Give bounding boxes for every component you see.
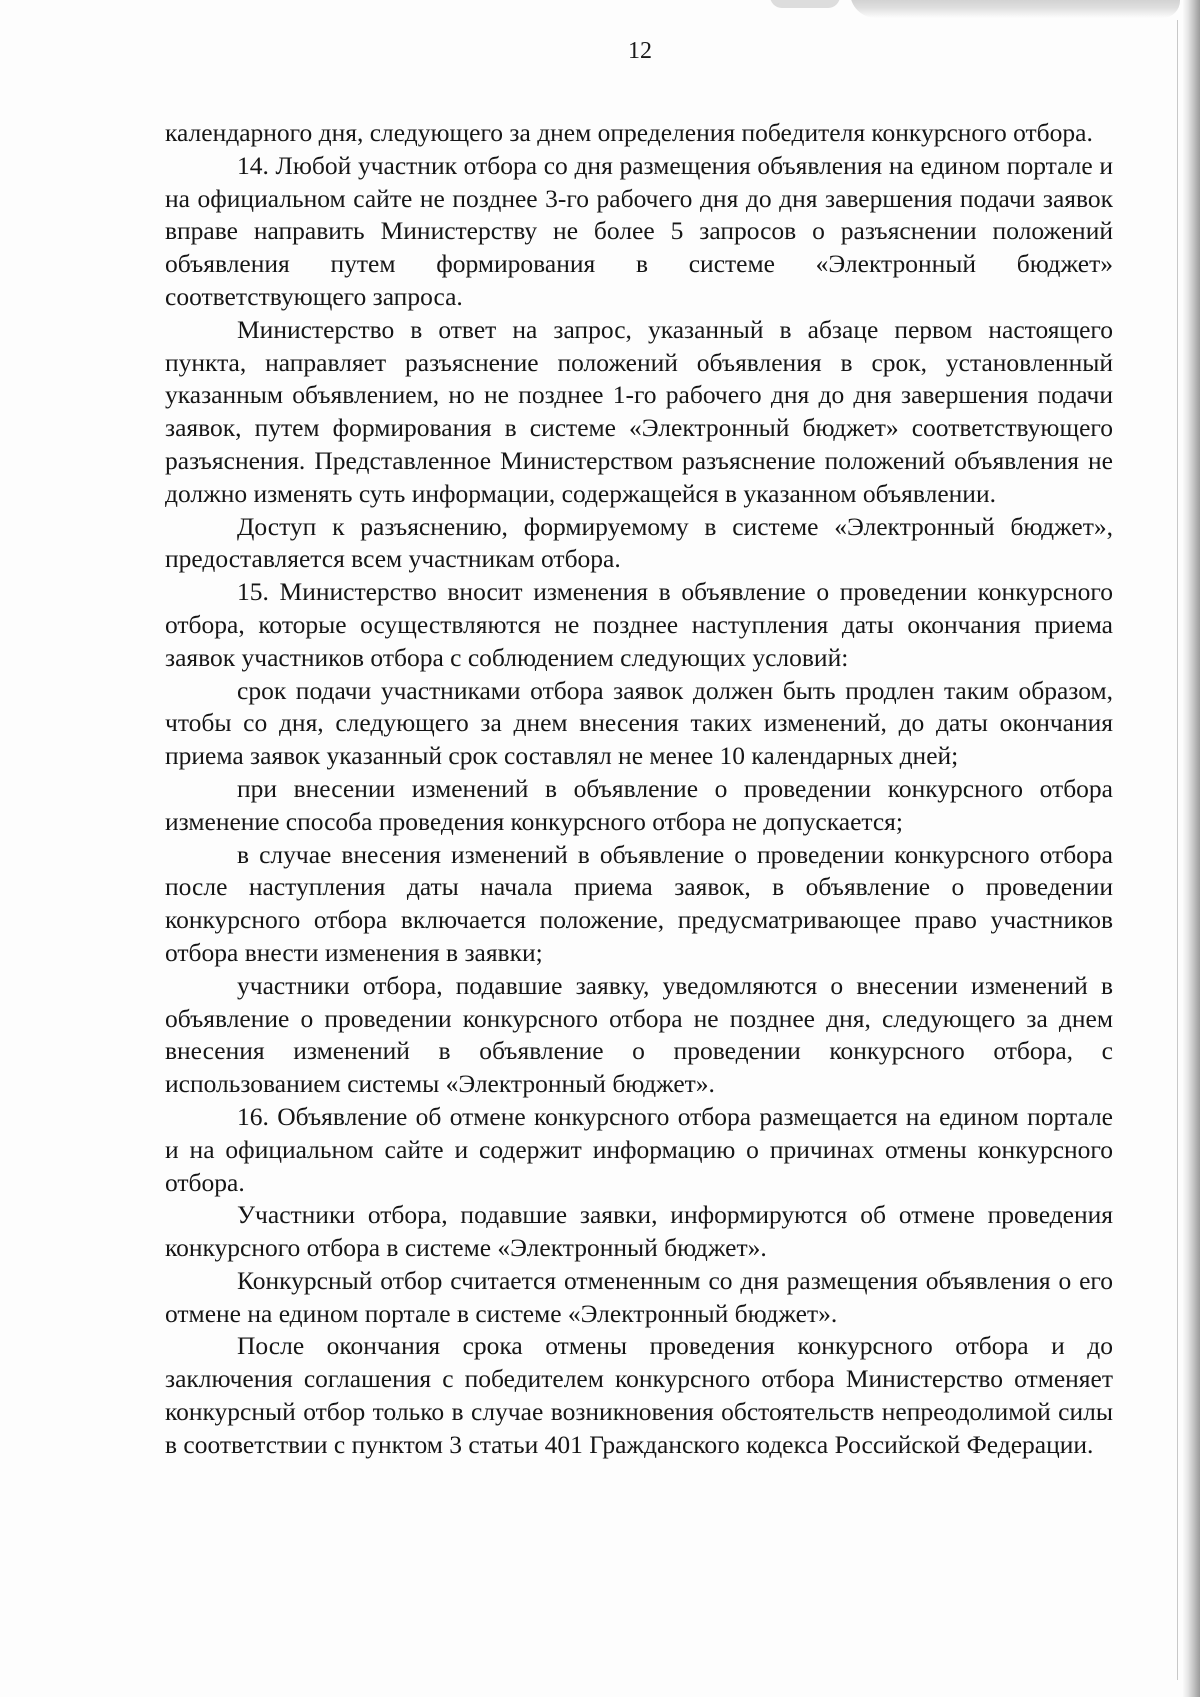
paragraph: Доступ к разъяснению, формируемому в системе «Электронный бюджет», предоставляется всем участникам отбора. [165,511,1113,574]
paragraph: в случае внесения изменений в объявление о проведении конкурсного отбора после наступления даты начала приема заявок, в объявление о проведении конкурсного отбора включается положение, предусматривающее право участников отбора внести изменения в заявки; [165,839,1113,967]
scan-edge-shadow [1182,0,1200,1697]
paragraph: участники отбора, подавшие заявку, уведомляются о внесении изменений в объявление о проведении конкурсного отбора не позднее дня, следующего за днем внесения изменений в объявление о проведении конкурсного отбора, с использованием системы «Электронный бюджет». [165,970,1113,1099]
scan-smudge [770,0,840,8]
page-number: 12 [628,38,652,64]
paragraph: После окончания срока отмены проведения конкурсного отбора и до заключения соглашения с победителем конкурсного отбора Министерство отменяет конкурсный отбор только в случае возникновения обстоятельств непреодолимой силы в соответствии с пунктом 3 статьи 401 Гражданского кодекса Российской Федерации. [165,1331,1113,1459]
paragraph: Участники отбора, подавшие заявки, информируются об отмене проведения конкурсного отбора в системе «Электронный бюджет». [165,1200,1113,1263]
scan-smudge [850,0,1180,18]
document-body [165,117,1113,1462]
paragraph-item-15: 15. Министерство вносит изменения в объявление о проведении конкурсного отбора, которые осуществляются не позднее наступления даты окончания приема заявок участников отбора с соблюдением следующих условий: [165,577,1113,672]
paragraph: срок подачи участниками отбора заявок должен быть продлен таким образом, чтобы со дня, следующего за днем внесения таких изменений, до даты окончания приема заявок указанный срок составлял не менее 10 календарных дней; [165,675,1113,771]
paragraph-item-14: 14. Любой участник отбора со дня размещения объявления на едином портале и на официальном сайте не позднее 3-го рабочего дня до дня завершения подачи заявок вправе направить Министерству не более 5 запросов о разъяснении положений объявления путем формирования в системе «Электронный бюджет» соответствующего запроса. [165,150,1113,311]
paragraph: Министерство в ответ на запрос, указанный в абзаце первом настоящего пункта, направляет разъяснение положений объявления в срок, установленный указанным объявлением, но не позднее 1-го рабочего дня до дня завершения подачи заявок, путем формирования в системе «Электронный бюджет» соответствующего разъяснения. Представленное Министерством разъяснение положений объявления не должно изменять суть информации, содержащейся в указанном объявлении. [165,314,1113,508]
paragraph-continuation: календарного дня, следующего за днем определения победителя конкурсного отбора. [165,118,1093,147]
scan-edge-line [1177,20,1178,1680]
paragraph-item-16: 16. Объявление об отмене конкурсного отбора размещается на едином портале и на официальном сайте и содержит информацию о причинах отмены конкурсного отбора. [165,1101,1113,1197]
paragraph: Конкурсный отбор считается отмененным со дня размещения объявления о его отмене на едином портале в системе «Электронный бюджет». [165,1265,1113,1328]
paragraph: при внесении изменений в объявление о проведении конкурсного отбора изменение способа проведения конкурсного отбора не допускается; [165,773,1113,836]
